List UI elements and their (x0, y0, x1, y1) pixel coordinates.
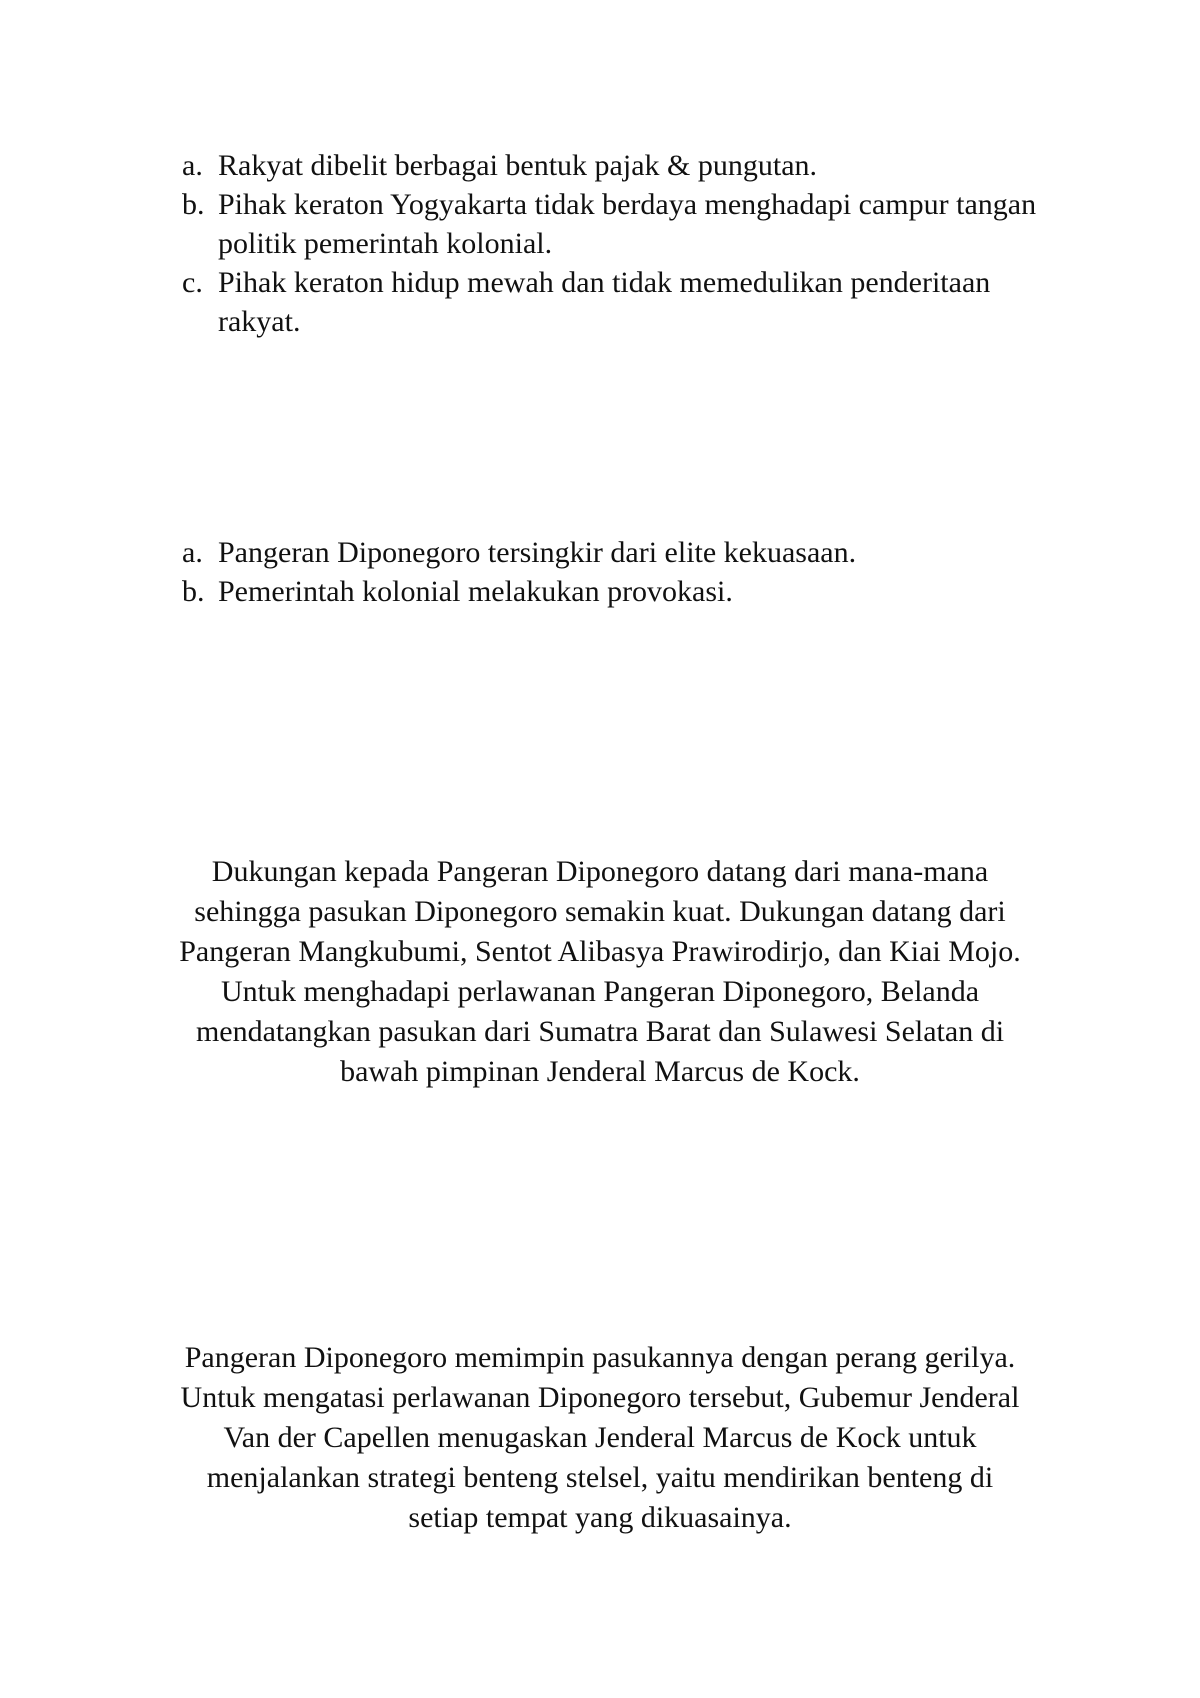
list-marker: b. (182, 575, 205, 608)
strategy-paragraph (120, 1338, 1080, 1538)
paragraph-line: mendatangkan pasukan dari Sumatra Barat dan Sulawesi Selatan di (195, 1015, 1005, 1048)
paragraph-line: Pangeran Diponegoro memimpin pasukannya dengan perang gerilya. (184, 1341, 1016, 1374)
paragraph-line: menjalankan strategi benteng stelsel, yaitu mendirikan benteng di (206, 1461, 994, 1494)
paragraph-line: Dukungan kepada Pangeran Diponegoro datang dari mana-mana (211, 855, 989, 888)
list-item-text: Pangeran Diponegoro tersingkir dari elite kekuasaan. (218, 536, 857, 569)
paragraph-line: Pangeran Mangkubumi, Sentot Alibasya Prawirodirjo, dan Kiai Mojo. (179, 935, 1021, 968)
list-item (182, 533, 1062, 572)
list-item-text: Pemerintah kolonial melakukan provokasi. (218, 575, 733, 608)
list-item (182, 185, 1062, 263)
triggers-list (182, 533, 1062, 611)
paragraph-line: bawah pimpinan Jenderal Marcus de Kock. (340, 1055, 860, 1088)
list-item (182, 572, 1062, 611)
paragraph-line: Untuk menghadapi perlawanan Pangeran Diponegoro, Belanda (220, 975, 980, 1008)
list-marker: c. (182, 266, 203, 299)
list-item (182, 146, 1062, 185)
list-marker: a. (182, 149, 203, 182)
paragraph-line: sehingga pasukan Diponegoro semakin kuat. Dukungan datang dari (194, 895, 1006, 928)
list-item (182, 263, 1062, 341)
paragraph-line: Untuk mengatasi perlawanan Diponegoro tersebut, Gubemur Jenderal (180, 1381, 1020, 1414)
causes-list (182, 146, 1062, 341)
list-item-text: Pihak keraton Yogyakarta tidak berdaya menghadapi campur tangan politik pemerintah kolonial. (218, 188, 1037, 260)
list-item-text: Rakyat dibelit berbagai bentuk pajak & pungutan. (218, 149, 818, 182)
list-item-text: Pihak keraton hidup mewah dan tidak memedulikan penderitaan rakyat. (218, 266, 991, 338)
list-marker: b. (182, 188, 205, 221)
paragraph-line: setiap tempat yang dikuasainya. (408, 1501, 792, 1534)
list-marker: a. (182, 536, 203, 569)
paragraph-line: Van der Capellen menugaskan Jenderal Marcus de Kock untuk (223, 1421, 977, 1454)
support-paragraph (120, 852, 1080, 1092)
